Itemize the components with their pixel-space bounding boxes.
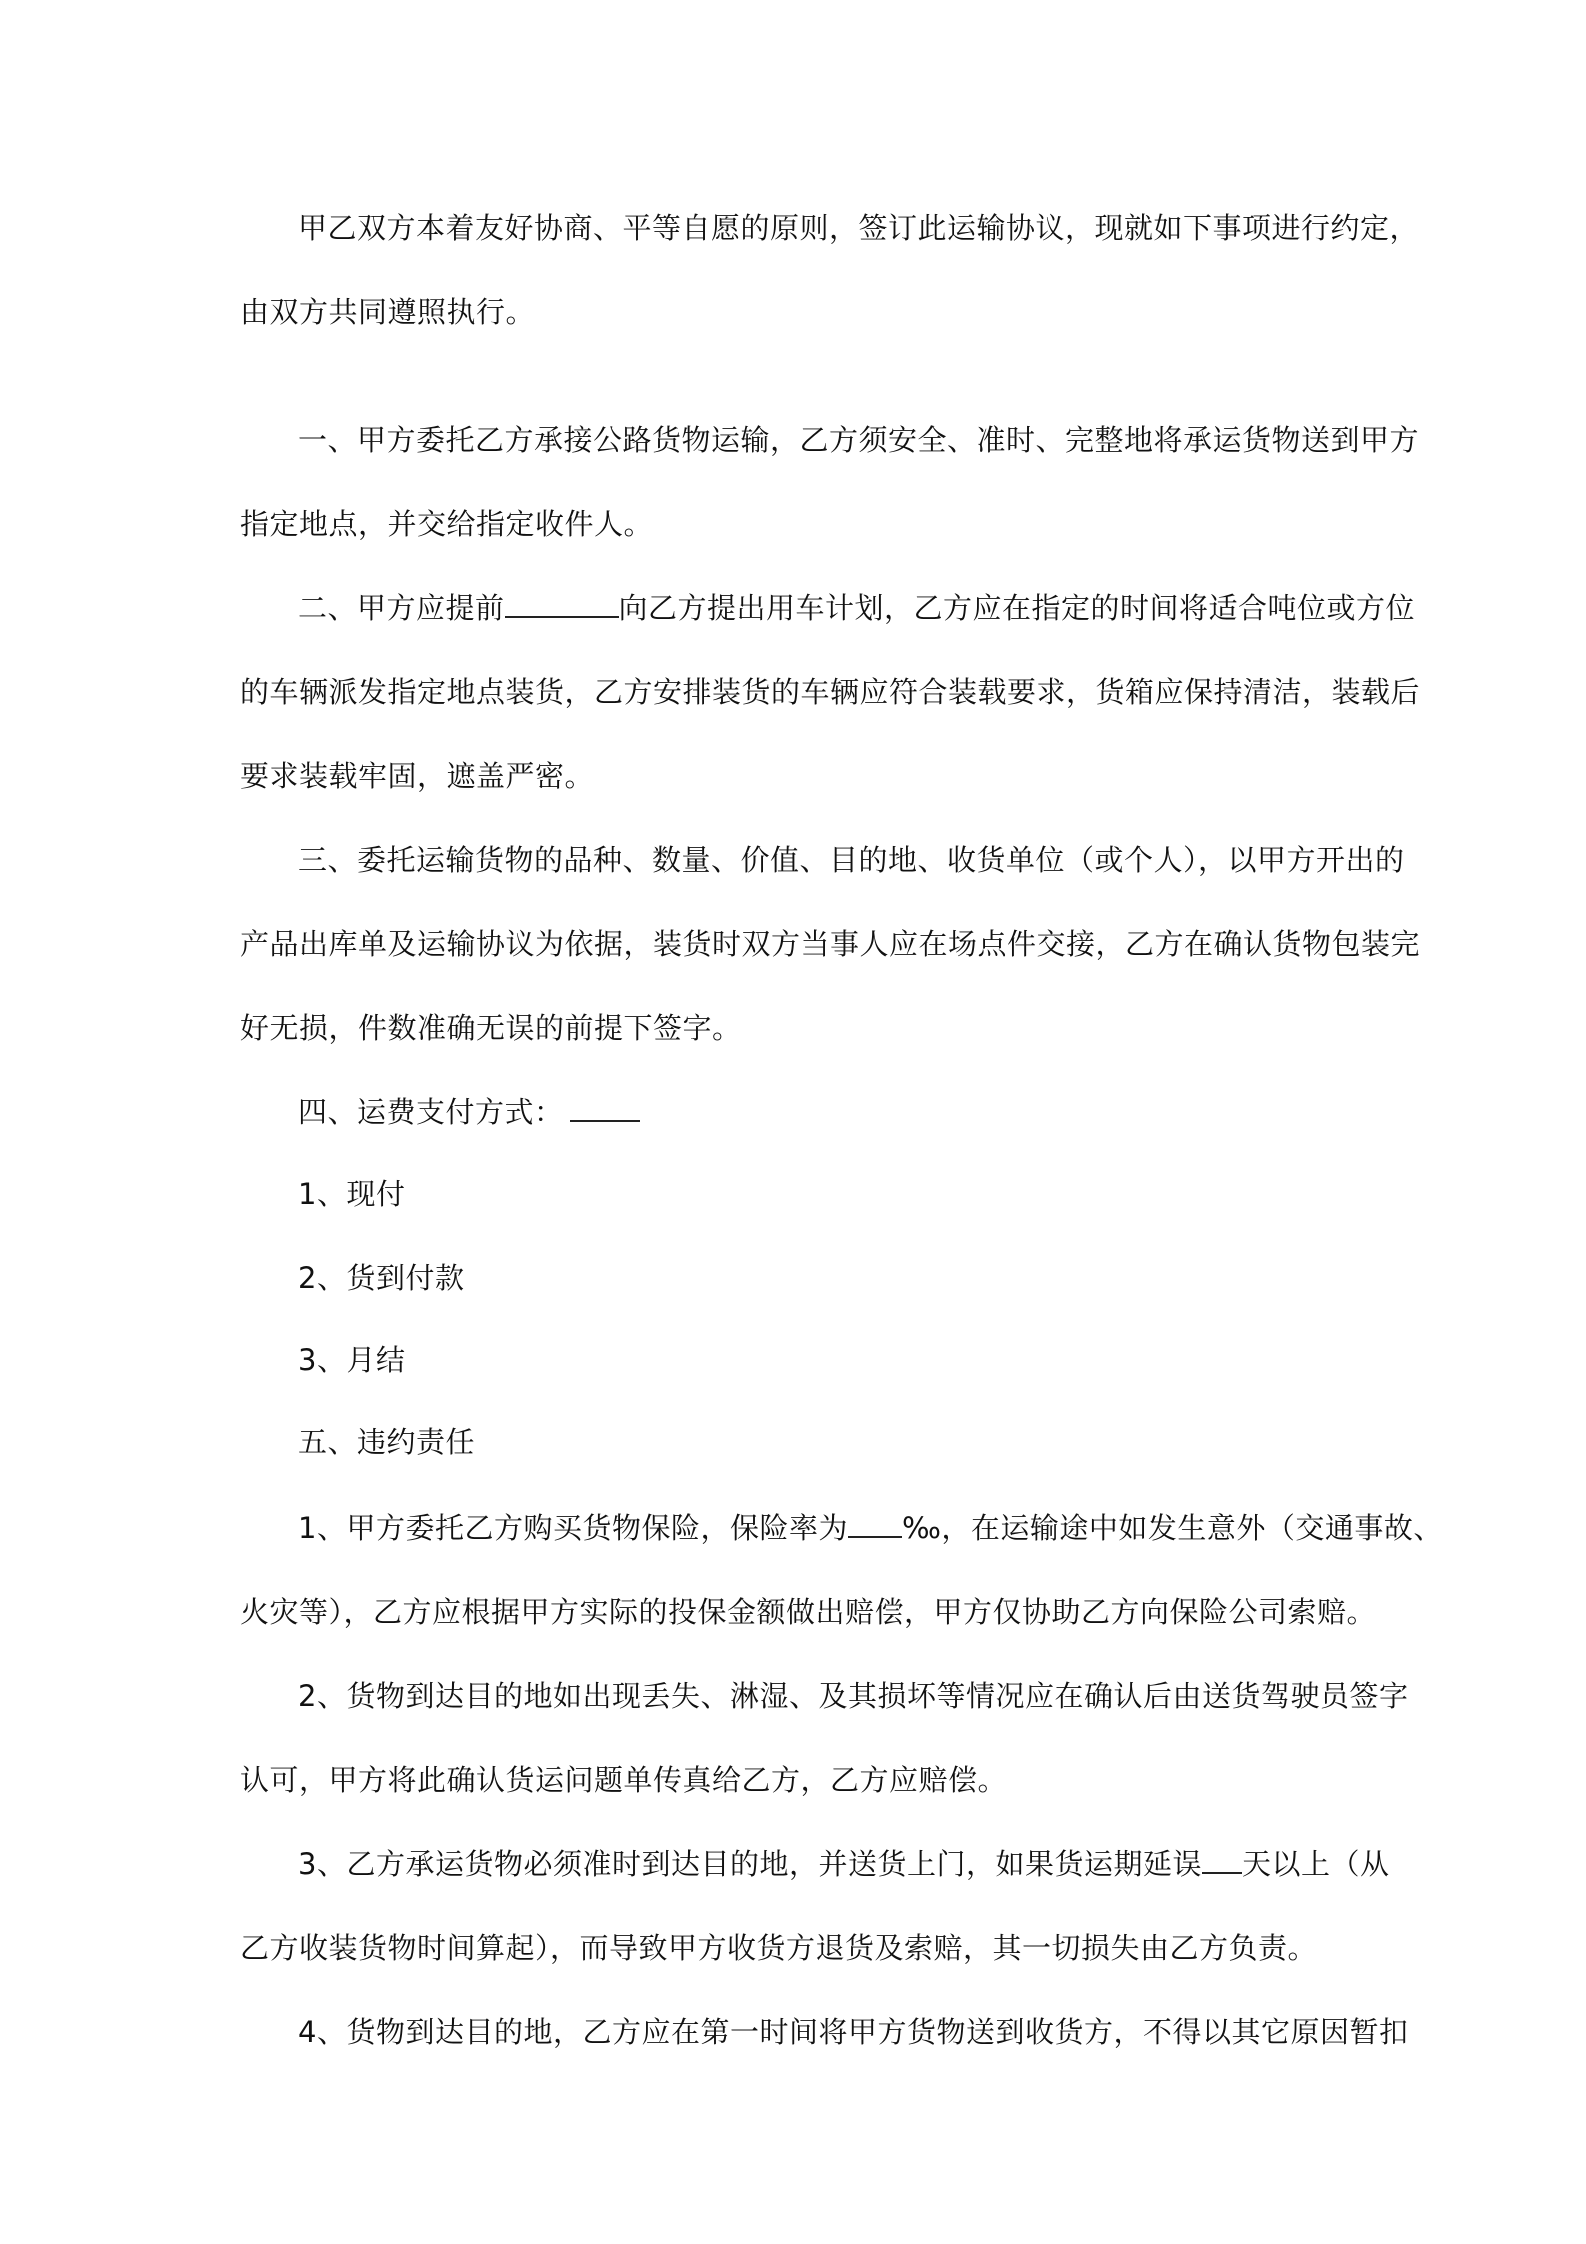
liability-item-1-text-b: ‰，在运输途中如发生意外（交通事故、 — [901, 1511, 1443, 1545]
liability-item-1-text-a: 1、甲方委托乙方购买货物保险，保险率为 — [298, 1511, 848, 1545]
payment-option-1: 1、现付 — [298, 1177, 406, 1211]
liability-item-1-line-1 — [240, 1508, 1443, 1548]
preamble-line-1: 甲乙双方本着友好协商、平等自愿的原则，签订此运输协议，现就如下事项进行约定， — [298, 211, 1420, 245]
liability-item-3-text-a: 3、乙方承运货物必须准时到达目的地，并送货上门，如果货运期延误 — [298, 1847, 1202, 1881]
clause-2-line-3: 要求装载牢固，遮盖严密。 — [240, 759, 595, 793]
clause-2-text-b: 向乙方提出用车计划，乙方应在指定的时间将适合吨位或方位 — [618, 591, 1416, 625]
payment-method-label: 四、运费支付方式： — [298, 1095, 564, 1129]
liability-item-4-line-1: 4、货物到达目的地，乙方应在第一时间将甲方货物送到收货方，不得以其它原因暂扣 — [298, 2015, 1409, 2049]
liability-item-2-line-2: 认可，甲方将此确认货运问题单传真给乙方，乙方应赔偿。 — [240, 1763, 1008, 1797]
clause-2-line-1 — [240, 588, 1416, 628]
clause-3-line-1: 三、委托运输货物的品种、数量、价值、目的地、收货单位（或个人），以甲方开出的 — [298, 843, 1405, 877]
insurance-rate-blank — [848, 1508, 902, 1538]
preamble-line-2: 由双方共同遵照执行。 — [240, 295, 536, 329]
clause-1-line-1: 一、甲方委托乙方承接公路货物运输，乙方须安全、准时、完整地将承运货物送到甲方 — [298, 423, 1420, 457]
clause-1-line-2: 指定地点，并交给指定收件人。 — [240, 507, 654, 541]
delay-days-blank — [1202, 1844, 1242, 1874]
clause-3-line-2: 产品出库单及运输协议为依据，装货时双方当事人应在场点件交接，乙方在确认货物包装完 — [240, 927, 1421, 961]
clause-2-text-a: 二、甲方应提前 — [298, 591, 505, 625]
liability-item-3-text-b: 天以上（从 — [1241, 1847, 1390, 1881]
liability-item-2-line-1: 2、货物到达目的地如出现丢失、淋湿、及其损坏等情况应在确认后由送货驾驶员签字 — [298, 1679, 1409, 1713]
liability-item-3-line-1 — [240, 1844, 1410, 1884]
liability-item-1-line-2: 火灾等），乙方应根据甲方实际的投保金额做出赔偿，甲方仅协助乙方向保险公司索赔。 — [240, 1595, 1377, 1629]
clause-2-line-2: 的车辆派发指定地点装货，乙方安排装货的车辆应符合装载要求，货箱应保持清洁，装载后 — [240, 675, 1421, 709]
liability-item-3-line-2: 乙方收装货物时间算起），而导致甲方收货方退货及索赔，其一切损失由乙方负责。 — [240, 1931, 1318, 1965]
payment-option-2: 2、货到付款 — [298, 1261, 465, 1295]
clause-5-heading: 五、违约责任 — [298, 1425, 476, 1459]
payment-option-3: 3、月结 — [298, 1343, 406, 1377]
clause-3-line-3: 好无损，件数准确无误的前提下签字。 — [240, 1011, 742, 1045]
advance-time-blank — [505, 588, 619, 618]
payment-method-blank — [570, 1092, 640, 1122]
clause-4-heading — [240, 1092, 1410, 1132]
